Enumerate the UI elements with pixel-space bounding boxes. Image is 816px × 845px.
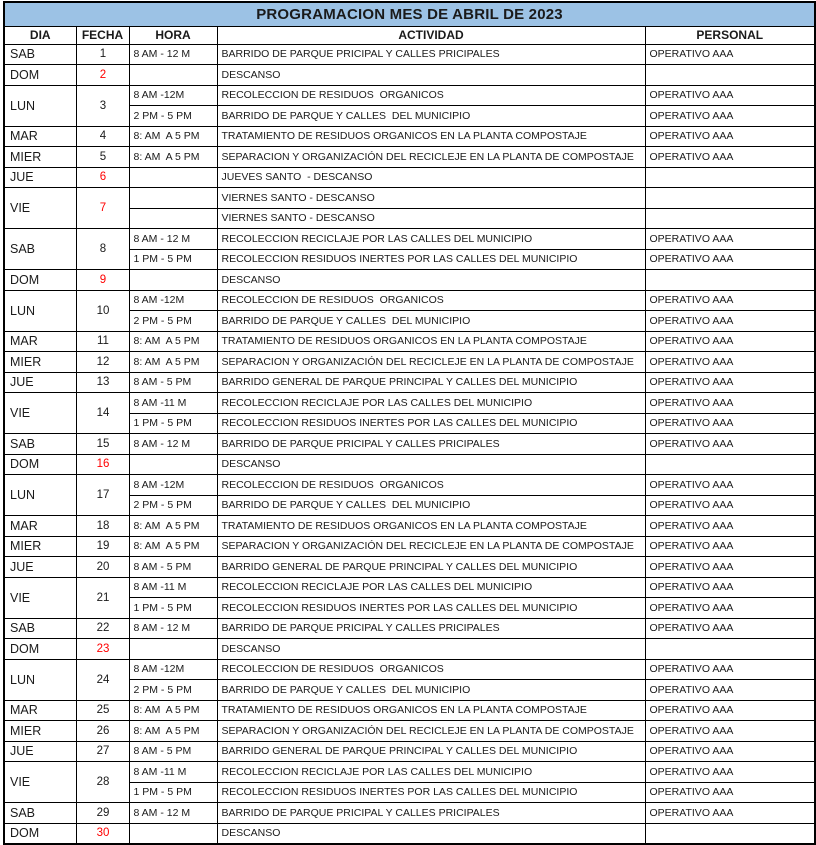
actividad-cell: SEPARACION Y ORGANIZACIÓN DEL RECICLEJE EN LA PLANTA DE COMPOSTAJE (217, 721, 645, 742)
dia-cell: VIE (4, 393, 76, 434)
hora-cell: 8: AM A 5 PM (129, 516, 217, 537)
fecha-cell: 30 (76, 823, 129, 844)
personal-cell: OPERATIVO AAA (645, 147, 815, 168)
personal-cell: OPERATIVO AAA (645, 680, 815, 701)
fecha-cell: 4 (76, 126, 129, 147)
hora-cell (129, 639, 217, 660)
hora-cell: 8 AM - 12 M (129, 618, 217, 639)
hora-cell: 8 AM -11 M (129, 762, 217, 783)
hora-cell: 8 AM -12M (129, 290, 217, 311)
hora-cell: 8 AM -12M (129, 659, 217, 680)
actividad-cell: RECOLECCION RESIDUOS INERTES POR LAS CALLES DEL MUNICIPIO (217, 413, 645, 434)
personal-cell: OPERATIVO AAA (645, 762, 815, 783)
fecha-cell: 19 (76, 536, 129, 557)
fecha-cell: 26 (76, 721, 129, 742)
personal-cell: OPERATIVO AAA (645, 106, 815, 127)
schedule-body (4, 44, 815, 844)
fecha-cell: 15 (76, 434, 129, 455)
actividad-cell: RECOLECCION DE RESIDUOS ORGANICOS (217, 85, 645, 106)
hora-cell: 1 PM - 5 PM (129, 598, 217, 619)
hora-cell (129, 454, 217, 475)
hora-cell: 8: AM A 5 PM (129, 352, 217, 373)
personal-cell (645, 65, 815, 86)
actividad-cell: RECOLECCION RESIDUOS INERTES POR LAS CALLES DEL MUNICIPIO (217, 782, 645, 803)
dia-cell: MIER (4, 536, 76, 557)
actividad-cell: DESCANSO (217, 454, 645, 475)
actividad-cell: BARRIDO DE PARQUE PRICIPAL Y CALLES PRICIPALES (217, 434, 645, 455)
personal-cell (645, 188, 815, 209)
actividad-cell: VIERNES SANTO - DESCANSO (217, 188, 645, 209)
fecha-cell: 3 (76, 85, 129, 126)
dia-cell: MAR (4, 331, 76, 352)
hora-cell: 8: AM A 5 PM (129, 147, 217, 168)
dia-cell: VIE (4, 762, 76, 803)
hora-cell: 2 PM - 5 PM (129, 311, 217, 332)
personal-cell: OPERATIVO AAA (645, 290, 815, 311)
table-row (4, 536, 815, 557)
dia-cell: JUE (4, 741, 76, 762)
hora-cell: 8 AM -11 M (129, 577, 217, 598)
personal-cell: OPERATIVO AAA (645, 803, 815, 824)
hora-cell (129, 167, 217, 188)
dia-cell: SAB (4, 803, 76, 824)
column-header-row (4, 26, 815, 44)
table-row (4, 577, 815, 598)
actividad-cell: JUEVES SANTO - DESCANSO (217, 167, 645, 188)
table-row (4, 393, 815, 414)
personal-cell: OPERATIVO AAA (645, 659, 815, 680)
actividad-cell: BARRIDO DE PARQUE PRICIPAL Y CALLES PRICIPALES (217, 618, 645, 639)
actividad-cell: RECOLECCION RESIDUOS INERTES POR LAS CALLES DEL MUNICIPIO (217, 598, 645, 619)
actividad-cell: BARRIDO DE PARQUE PRICIPAL Y CALLES PRICIPALES (217, 44, 645, 65)
fecha-cell: 17 (76, 475, 129, 516)
personal-cell: OPERATIVO AAA (645, 434, 815, 455)
column-header-actividad: ACTIVIDAD (217, 26, 645, 44)
dia-cell: JUE (4, 372, 76, 393)
hora-cell: 8 AM - 5 PM (129, 557, 217, 578)
personal-cell: OPERATIVO AAA (645, 495, 815, 516)
actividad-cell: BARRIDO DE PARQUE Y CALLES DEL MUNICIPIO (217, 495, 645, 516)
table-row (4, 762, 815, 783)
fecha-cell: 21 (76, 577, 129, 618)
column-header-personal: PERSONAL (645, 26, 815, 44)
personal-cell: OPERATIVO AAA (645, 598, 815, 619)
fecha-cell: 20 (76, 557, 129, 578)
dia-cell: MIER (4, 147, 76, 168)
table-row (4, 741, 815, 762)
table-row (4, 700, 815, 721)
title-row (4, 2, 815, 26)
hora-cell (129, 270, 217, 291)
column-header-fecha: FECHA (76, 26, 129, 44)
personal-cell (645, 454, 815, 475)
dia-cell: SAB (4, 618, 76, 639)
actividad-cell: VIERNES SANTO - DESCANSO (217, 208, 645, 229)
dia-cell: DOM (4, 639, 76, 660)
actividad-cell: SEPARACION Y ORGANIZACIÓN DEL RECICLEJE EN LA PLANTA DE COMPOSTAJE (217, 536, 645, 557)
actividad-cell: DESCANSO (217, 639, 645, 660)
table-row (4, 126, 815, 147)
hora-cell (129, 65, 217, 86)
dia-cell: MAR (4, 516, 76, 537)
hora-cell: 8 AM - 12 M (129, 229, 217, 250)
actividad-cell: TRATAMIENTO DE RESIDUOS ORGANICOS EN LA PLANTA COMPOSTAJE (217, 700, 645, 721)
personal-cell: OPERATIVO AAA (645, 85, 815, 106)
hora-cell: 1 PM - 5 PM (129, 782, 217, 803)
hora-cell: 8 AM -12M (129, 475, 217, 496)
personal-cell: OPERATIVO AAA (645, 557, 815, 578)
personal-cell: OPERATIVO AAA (645, 331, 815, 352)
hora-cell (129, 208, 217, 229)
hora-cell: 8: AM A 5 PM (129, 700, 217, 721)
dia-cell: VIE (4, 188, 76, 229)
fecha-cell: 24 (76, 659, 129, 700)
table-row (4, 618, 815, 639)
hora-cell: 8: AM A 5 PM (129, 331, 217, 352)
dia-cell: SAB (4, 229, 76, 270)
fecha-cell: 28 (76, 762, 129, 803)
actividad-cell: DESCANSO (217, 823, 645, 844)
actividad-cell: RECOLECCION DE RESIDUOS ORGANICOS (217, 475, 645, 496)
table-row (4, 352, 815, 373)
hora-cell: 8: AM A 5 PM (129, 126, 217, 147)
actividad-cell: BARRIDO GENERAL DE PARQUE PRINCIPAL Y CALLES DEL MUNICIPIO (217, 741, 645, 762)
column-header-dia: DIA (4, 26, 76, 44)
fecha-cell: 8 (76, 229, 129, 270)
dia-cell: LUN (4, 290, 76, 331)
table-row (4, 331, 815, 352)
personal-cell: OPERATIVO AAA (645, 536, 815, 557)
table-row (4, 65, 815, 86)
dia-cell: DOM (4, 270, 76, 291)
hora-cell: 8 AM - 12 M (129, 803, 217, 824)
actividad-cell: BARRIDO DE PARQUE Y CALLES DEL MUNICIPIO (217, 311, 645, 332)
fecha-cell: 16 (76, 454, 129, 475)
actividad-cell: TRATAMIENTO DE RESIDUOS ORGANICOS EN LA PLANTA COMPOSTAJE (217, 331, 645, 352)
actividad-cell: RECOLECCION DE RESIDUOS ORGANICOS (217, 659, 645, 680)
fecha-cell: 13 (76, 372, 129, 393)
actividad-cell: DESCANSO (217, 270, 645, 291)
personal-cell: OPERATIVO AAA (645, 782, 815, 803)
actividad-cell: RECOLECCION RECICLAJE POR LAS CALLES DEL MUNICIPIO (217, 762, 645, 783)
dia-cell: MIER (4, 721, 76, 742)
fecha-cell: 6 (76, 167, 129, 188)
actividad-cell: DESCANSO (217, 65, 645, 86)
hora-cell: 2 PM - 5 PM (129, 680, 217, 701)
fecha-cell: 5 (76, 147, 129, 168)
fecha-cell: 11 (76, 331, 129, 352)
dia-cell: MAR (4, 700, 76, 721)
hora-cell (129, 823, 217, 844)
fecha-cell: 9 (76, 270, 129, 291)
actividad-cell: TRATAMIENTO DE RESIDUOS ORGANICOS EN LA PLANTA COMPOSTAJE (217, 126, 645, 147)
hora-cell: 1 PM - 5 PM (129, 249, 217, 270)
hora-cell: 8: AM A 5 PM (129, 721, 217, 742)
personal-cell: OPERATIVO AAA (645, 721, 815, 742)
table-row (4, 147, 815, 168)
hora-cell: 8: AM A 5 PM (129, 536, 217, 557)
fecha-cell: 25 (76, 700, 129, 721)
table-row (4, 475, 815, 496)
table-row (4, 454, 815, 475)
table-row (4, 516, 815, 537)
table-row (4, 721, 815, 742)
personal-cell (645, 167, 815, 188)
hora-cell: 8 AM -12M (129, 85, 217, 106)
hora-cell: 8 AM -11 M (129, 393, 217, 414)
actividad-cell: BARRIDO DE PARQUE Y CALLES DEL MUNICIPIO (217, 106, 645, 127)
dia-cell: MIER (4, 352, 76, 373)
table-row (4, 639, 815, 660)
fecha-cell: 12 (76, 352, 129, 373)
personal-cell: OPERATIVO AAA (645, 311, 815, 332)
fecha-cell: 23 (76, 639, 129, 660)
personal-cell: OPERATIVO AAA (645, 413, 815, 434)
dia-cell: LUN (4, 85, 76, 126)
table-row (4, 290, 815, 311)
fecha-cell: 14 (76, 393, 129, 434)
personal-cell: OPERATIVO AAA (645, 516, 815, 537)
table-row (4, 85, 815, 106)
table-row (4, 557, 815, 578)
dia-cell: VIE (4, 577, 76, 618)
table-row (4, 434, 815, 455)
table-row (4, 188, 815, 209)
dia-cell: JUE (4, 167, 76, 188)
actividad-cell: RECOLECCION DE RESIDUOS ORGANICOS (217, 290, 645, 311)
fecha-cell: 27 (76, 741, 129, 762)
dia-cell: SAB (4, 44, 76, 65)
table-row (4, 44, 815, 65)
personal-cell: OPERATIVO AAA (645, 393, 815, 414)
actividad-cell: RECOLECCION RECICLAJE POR LAS CALLES DEL MUNICIPIO (217, 229, 645, 250)
table-row (4, 659, 815, 680)
schedule-table (3, 1, 816, 845)
personal-cell (645, 208, 815, 229)
personal-cell: OPERATIVO AAA (645, 577, 815, 598)
personal-cell: OPERATIVO AAA (645, 229, 815, 250)
hora-cell: 1 PM - 5 PM (129, 413, 217, 434)
personal-cell: OPERATIVO AAA (645, 352, 815, 373)
hora-cell: 2 PM - 5 PM (129, 106, 217, 127)
hora-cell (129, 188, 217, 209)
hora-cell: 8 AM - 5 PM (129, 372, 217, 393)
fecha-cell: 22 (76, 618, 129, 639)
personal-cell: OPERATIVO AAA (645, 700, 815, 721)
actividad-cell: BARRIDO DE PARQUE PRICIPAL Y CALLES PRICIPALES (217, 803, 645, 824)
dia-cell: LUN (4, 475, 76, 516)
column-header-hora: HORA (129, 26, 217, 44)
table-row (4, 270, 815, 291)
table-row (4, 372, 815, 393)
page-title: PROGRAMACION MES DE ABRIL DE 2023 (4, 2, 815, 26)
table-row (4, 229, 815, 250)
personal-cell (645, 639, 815, 660)
table-row (4, 167, 815, 188)
hora-cell: 2 PM - 5 PM (129, 495, 217, 516)
fecha-cell: 2 (76, 65, 129, 86)
dia-cell: JUE (4, 557, 76, 578)
hora-cell: 8 AM - 12 M (129, 44, 217, 65)
fecha-cell: 29 (76, 803, 129, 824)
hora-cell: 8 AM - 5 PM (129, 741, 217, 762)
personal-cell: OPERATIVO AAA (645, 741, 815, 762)
personal-cell (645, 823, 815, 844)
personal-cell: OPERATIVO AAA (645, 44, 815, 65)
dia-cell: LUN (4, 659, 76, 700)
dia-cell: SAB (4, 434, 76, 455)
fecha-cell: 1 (76, 44, 129, 65)
fecha-cell: 10 (76, 290, 129, 331)
dia-cell: MAR (4, 126, 76, 147)
actividad-cell: BARRIDO GENERAL DE PARQUE PRINCIPAL Y CALLES DEL MUNICIPIO (217, 372, 645, 393)
hora-cell: 8 AM - 12 M (129, 434, 217, 455)
actividad-cell: BARRIDO DE PARQUE Y CALLES DEL MUNICIPIO (217, 680, 645, 701)
fecha-cell: 7 (76, 188, 129, 229)
actividad-cell: RECOLECCION RECICLAJE POR LAS CALLES DEL MUNICIPIO (217, 393, 645, 414)
actividad-cell: TRATAMIENTO DE RESIDUOS ORGANICOS EN LA PLANTA COMPOSTAJE (217, 516, 645, 537)
dia-cell: DOM (4, 65, 76, 86)
personal-cell: OPERATIVO AAA (645, 618, 815, 639)
table-row (4, 823, 815, 844)
personal-cell (645, 270, 815, 291)
actividad-cell: SEPARACION Y ORGANIZACIÓN DEL RECICLEJE EN LA PLANTA DE COMPOSTAJE (217, 147, 645, 168)
actividad-cell: RECOLECCION RECICLAJE POR LAS CALLES DEL MUNICIPIO (217, 577, 645, 598)
table-row (4, 803, 815, 824)
personal-cell: OPERATIVO AAA (645, 372, 815, 393)
personal-cell: OPERATIVO AAA (645, 249, 815, 270)
dia-cell: DOM (4, 823, 76, 844)
actividad-cell: SEPARACION Y ORGANIZACIÓN DEL RECICLEJE EN LA PLANTA DE COMPOSTAJE (217, 352, 645, 373)
fecha-cell: 18 (76, 516, 129, 537)
personal-cell: OPERATIVO AAA (645, 475, 815, 496)
actividad-cell: RECOLECCION RESIDUOS INERTES POR LAS CALLES DEL MUNICIPIO (217, 249, 645, 270)
personal-cell: OPERATIVO AAA (645, 126, 815, 147)
dia-cell: DOM (4, 454, 76, 475)
actividad-cell: BARRIDO GENERAL DE PARQUE PRINCIPAL Y CALLES DEL MUNICIPIO (217, 557, 645, 578)
